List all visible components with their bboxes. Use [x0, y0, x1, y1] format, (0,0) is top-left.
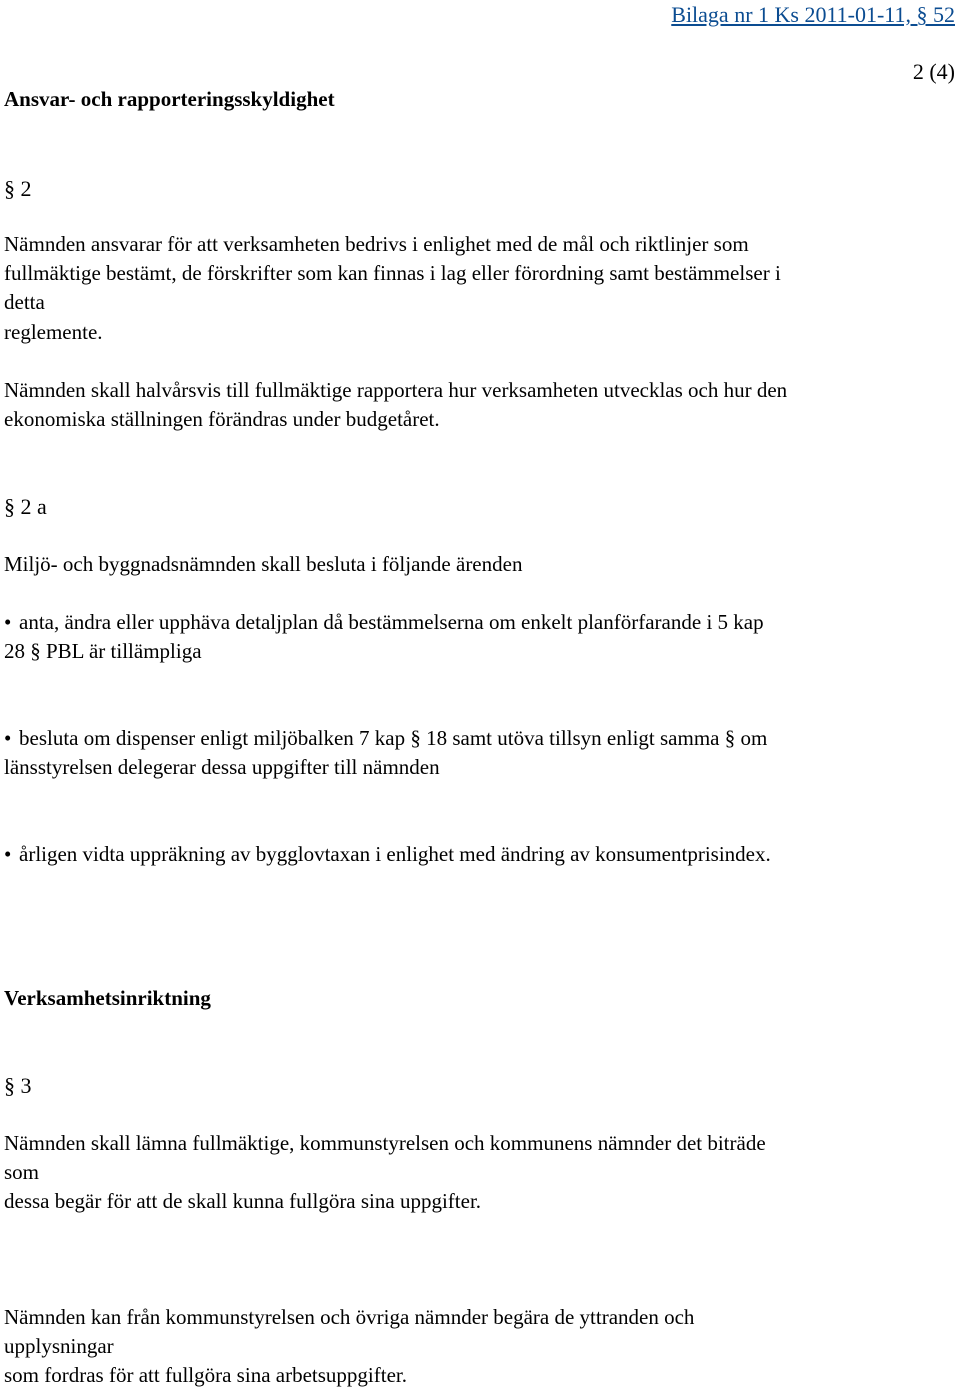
page-number: 2 (4) — [912, 59, 955, 84]
paragraph-2-line-1: Nämnden ansvarar för att verksamheten bedrivs i enlighet med de mål och riktlinjer som — [4, 232, 749, 256]
paragraph-2a-intro: Miljö- och byggnadsnämnden skall besluta i följande ärenden — [4, 552, 523, 576]
paragraph-2-line-4: reglemente. — [4, 320, 103, 344]
list-item-line-2: länsstyrelsen delegerar dessa uppgifter till nämnden — [4, 755, 440, 779]
paragraph-3-second-line-3: som fordras för att fullgöra sina arbetsuppgifter. — [4, 1363, 407, 1387]
bullet-icon: • — [4, 842, 12, 866]
paragraph-symbol-2: § 2 — [4, 176, 32, 201]
paragraph-symbol-2a: § 2 a — [4, 494, 47, 519]
list-item-line-1: besluta om dispenser enligt miljöbalken 7 kap § 18 samt utöva tillsyn enligt samma § om — [19, 726, 768, 750]
paragraph-2-second-line-2: ekonomiska ställningen förändras under budgetåret. — [4, 407, 440, 431]
list-item — [4, 840, 771, 869]
paragraph-2-line-2: fullmäktige bestämt, de förskrifter som kan finnas i lag eller förordning samt bestämmelser i — [4, 261, 781, 285]
paragraph-3-second-line-1: Nämnden kan från kommunstyrelsen och övriga nämnder begära de yttranden och — [4, 1305, 695, 1329]
paragraph-symbol-3: § 3 — [4, 1073, 32, 1098]
paragraph-2-line-3: detta — [4, 290, 45, 314]
list-item — [4, 724, 767, 753]
paragraph-2-second-line-1: Nämnden skall halvårsvis till fullmäktige rapportera hur verksamheten utvecklas och hur den — [4, 378, 788, 402]
bullet-icon: • — [4, 726, 12, 750]
document-reference-link[interactable]: Bilaga nr 1 Ks 2011-01-11, § 52 — [671, 2, 955, 27]
section-heading-ansvar: Ansvar- och rapporteringsskyldighet — [4, 87, 335, 111]
section-heading-verksamhetsinriktning: Verksamhetsinriktning — [4, 986, 211, 1010]
paragraph-3-line-1: Nämnden skall lämna fullmäktige, kommunstyrelsen och kommunens nämnder det biträde — [4, 1131, 766, 1155]
list-item — [4, 608, 764, 637]
paragraph-3-line-2: som — [4, 1160, 40, 1184]
paragraph-3-second-line-2: upplysningar — [4, 1334, 114, 1358]
paragraph-3-line-3: dessa begär för att de skall kunna fullgöra sina uppgifter. — [4, 1189, 482, 1213]
list-item-line-2: 28 § PBL är tillämpliga — [4, 639, 202, 663]
list-item-line-1: årligen vidta uppräkning av bygglovtaxan i enlighet med ändring av konsumentprisindex. — [19, 842, 771, 866]
bullet-icon: • — [4, 610, 12, 634]
list-item-line-1: anta, ändra eller upphäva detaljplan då bestämmelserna om enkelt planförfarande i 5 kap — [19, 610, 764, 634]
